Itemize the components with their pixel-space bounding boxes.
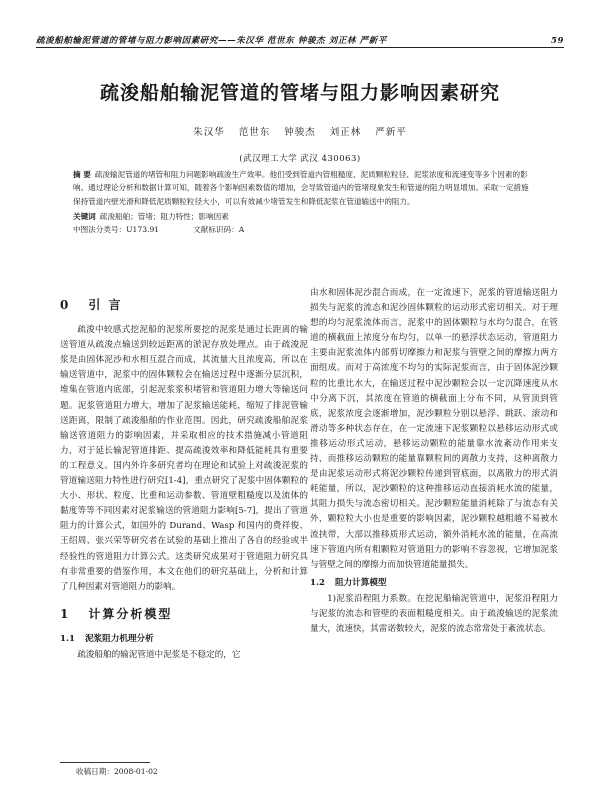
subsection-title: 阻力计算模型	[334, 577, 387, 588]
received-date-footnote: 收稿日期：2008-01-02	[76, 767, 158, 776]
page-number: 59	[550, 36, 564, 46]
affiliation: (武汉理工大学 武汉 430063)	[239, 154, 361, 164]
body-paragraph: 由水和固体泥沙混合而成，在一定流速下，泥浆的管道输送阻力损失与泥浆的流态和泥沙固体颗粒的运动形式密切相关。对于理想的均匀泥浆流体而言，泥浆中的固体颗粒与水均匀混合，在管道的横截面上浓度分布均匀，以单一的悬浮状态运动，管道阻力主要由泥浆流体内部剪切摩擦力和泥浆与管壁之间的摩擦力两方面组成。而对于高浓度不均匀的实际泥浆而言，由于固体泥沙颗粒的比重比水大，在输送过程中泥沙颗粒会以一定沉降速度从水中分离下沉，其浓度在管道的横截面上分布不同，从管顶到管底，泥浆浓度会逐渐增加，泥沙颗粒分别以悬浮、跳跃、滚动和滑动等多种状态存在，在一定流速下泥浆颗粒以悬移运动形式或推移运动形式运动，悬移运动颗粒的能量靠水流紊动作用来支持，而推移运动颗粒的能量靠颗粒间的离散力支持，这种离散力是由泥浆运动形式将泥沙颗粒传递到管底面，以离散力的形式消耗能量，所以，泥沙颗粒的这种推移运动直接消耗水流的能量，其阻力损失与流态密切相关。泥沙颗粒能量消耗除了与流态有关外，颗粒粒大小也是重要的影响因素，泥沙颗粒越粗越不易被水流挟带，大部以推移质形式运动，额外消耗水流的能量，在高流速下管道内所有粗颗粒对管道阻力的影响不容忽视，它增加泥浆与管壁之间的摩擦力而加快管道能量损失。	[310, 288, 558, 570]
section-title: 引 言	[88, 298, 123, 312]
section-title: 计算分析模型	[88, 606, 173, 621]
abstract-text: 疏浚输泥管道的堵管和阻力问题影响疏浚生产效率。他们受到管道内管粗糙度、泥质颗粒粒径、泥浆浓度和流速变等多个因素的影响。通过理论分析和数据计算可知，随着各个影响因素数值的增加，会导致管道内的管堵现象发生和管道的阻力明显增加。采取一定措施保持管道内壁光滑和降低泥质颗粒粒径大小，可以有效减少堵管发生和降低泥浆在管道输送中的阻力。	[73, 170, 529, 206]
doc-code-label: 文献标识码：	[193, 225, 239, 235]
body-paragraph: 1)泥浆沿程阻力系数。在挖泥船输泥管道中，泥浆沿程阻力与泥浆的流态和管壁的表面粗糙度相关。由于疏浚输送的泥浆流量大，流速快，其雷诺数较大，泥浆的流态常常处于紊流状态。	[310, 593, 558, 635]
body-paragraph: 疏浚船舶的输泥管道中泥浆是不稳定的，它	[77, 649, 241, 660]
abstract-body	[73, 168, 529, 208]
section-heading-intro	[60, 298, 308, 313]
subsection-number: 1.1	[60, 633, 75, 644]
header-rule	[36, 47, 564, 48]
abstract	[73, 168, 529, 236]
subsection-heading-1-1	[60, 632, 308, 647]
right-column	[310, 286, 558, 637]
doc-code: A	[238, 225, 245, 235]
footnote-rule	[60, 762, 150, 763]
subsection-title: 泥浆阻力机理分析	[84, 633, 154, 644]
classification-label: 中图法分类号：	[73, 225, 127, 235]
subsection-heading-1-2	[310, 576, 558, 591]
section-number: 1	[60, 606, 71, 621]
left-column	[60, 286, 308, 663]
classification-code: U173.91	[126, 225, 160, 235]
running-title: 疏浚船舶输泥管道的管堵与阻力影响因素研究——朱汉华 范世东 钟骏杰 刘正林 严新平	[36, 36, 387, 46]
section-heading-model	[60, 607, 308, 622]
keywords: 疏浚船舶；管堵；阻力特性；影响因素	[99, 211, 229, 221]
classification-line	[73, 223, 529, 236]
paper-title: 疏浚船舶输泥管道的管堵与阻力影响因素研究	[99, 82, 500, 104]
intro-paragraph: 疏浚中较感式挖泥船的泥浆所要挖的泥浆是通过长距离的输送管道从疏浚点输送到较远距离的淤泥存放处理点。由于疏浚泥浆是由固体泥沙和水相互混合而成，其流量大且浓度高，所以在输送管道中，泥浆中的固体颗粒会在输送过程中逐渐分层沉积，堆集在管道内底部，引起泥浆浆积堵管和管道阻力增大等输送问题。泥浆管道阻力增大，增加了泥浆输送能耗，缩短了排泥管输送距离，限制了疏浚船舶的作业范围。因此，研究疏浚船舶泥浆输送管道阻力的影响因素，并采取相应的技术措施减小管道阻力，对于延长输泥管道排距、提高疏浚效率和降低能耗具有重要的工程意义。国内外许多研究者均在理论和试验上对疏浚泥浆的管道输送阻力特性进行研究[1-4]，重点研究了泥浆中固体颗粒的大小、形状、粒度、比重和运动参数、管道壁粗糙度以及流体的黏度等等不同因素对泥浆输送的管道阻力影响[5-7]，提出了管道阻力的计算公式，如国外的 Durand、Wasp 和国内的费祥俊、王绍周、张兴荣等研究者在试验的基础上推出了各自的经验或半经验性的管道阻力计算公式。这类研究成果对于管道阻力研究具有非常重要的借鉴作用，本文在他们的研究基础上，分析和计算了几种因素对管道阻力的影响。	[60, 325, 308, 592]
keywords-line	[73, 210, 529, 223]
keywords-label: 关键词	[73, 211, 96, 221]
authors: 朱汉华 范世东 钟骏杰 刘正林 严新平	[193, 127, 407, 138]
subsection-number: 1.2	[310, 577, 325, 588]
running-header	[36, 30, 564, 46]
section-number: 0	[60, 298, 71, 312]
abstract-label: 摘 要	[73, 170, 91, 179]
